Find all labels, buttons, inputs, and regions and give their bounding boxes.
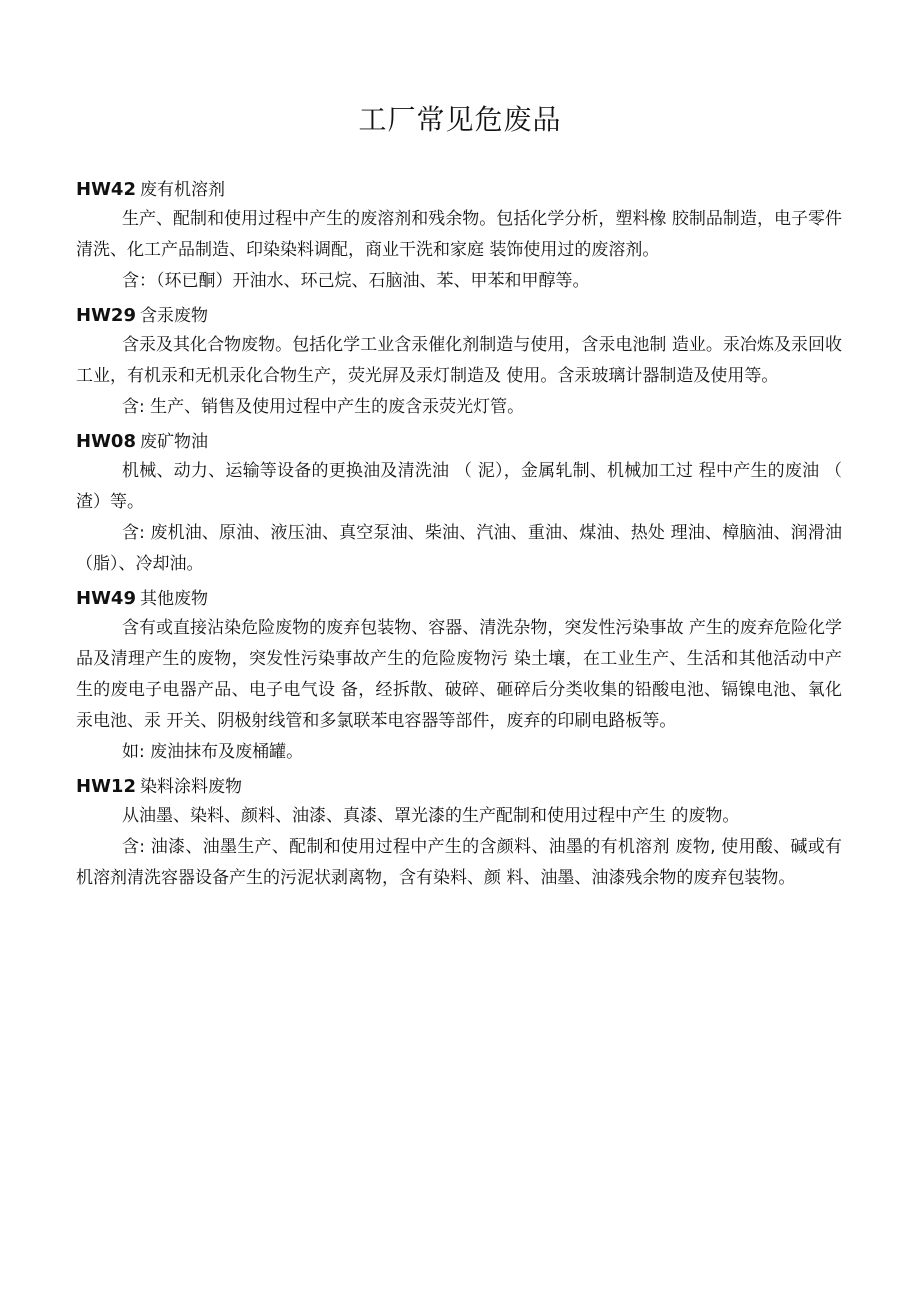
section-description: 生产、配制和使用过程中产生的废溶剂和残余物。包括化学分析，塑料橡 胶制品制造，电子零件清洗、化工产品制造、印染染料调配，商业干洗和家庭 装饰使用过的废溶剂。: [76, 209, 842, 260]
waste-code: HW29: [76, 305, 136, 326]
section-description: 含有或直接沾染危险废物的废弃包装物、容器、清洗杂物，突发性污染事故 产生的废弃危险化学品及清理产生的废物，突发性污染事故产生的危险废物污 染土壤，在工业生产、生活和其他活动中产生的废电子电器产品、电子电气设 备，经拆散、破碎、砸碎后分类收集的铅酸电池、镉镍电池、氧化汞电池、汞 开关、阴极射线管和多氯联苯电容器等部件，废弃的印刷电路板等。: [76, 618, 842, 731]
waste-section-hw12: [76, 773, 842, 894]
waste-name: 废矿物油: [139, 432, 208, 452]
section-description: 从油墨、染料、颜料、油漆、真漆、罩光漆的生产配制和使用过程中产生 的废物。: [122, 806, 740, 826]
waste-code: HW49: [76, 588, 136, 609]
section-heading: [76, 428, 842, 456]
waste-section-hw29: [76, 302, 842, 423]
section-examples: 含：（环已酮）开油水、环己烷、石脑油、苯、甲苯和甲醇等。: [122, 271, 590, 291]
waste-name: 染料涂料废物: [139, 777, 242, 797]
document-title: 工厂常见危废品: [358, 103, 562, 136]
waste-section-hw49: [76, 585, 842, 768]
section-heading: [76, 773, 842, 801]
waste-section-hw42: [76, 176, 842, 297]
section-heading: [76, 302, 842, 330]
section-description: 含汞及其化合物废物。包括化学工业含汞催化剂制造与使用，含汞电池制 造业。汞冶炼及汞回收工业，有机汞和无机汞化合物生产，荧光屏及汞灯制造及 使用。含汞玻璃计器制造及使用等。: [76, 335, 842, 386]
document-body: [76, 176, 842, 899]
waste-code: HW12: [76, 776, 136, 797]
section-heading: [76, 585, 842, 613]
waste-code: HW08: [76, 431, 136, 452]
waste-name: 其他废物: [139, 589, 208, 609]
waste-code: HW42: [76, 179, 136, 200]
waste-section-hw08: [76, 428, 842, 580]
section-examples: 如: 废油抹布及废桶罐。: [122, 742, 304, 762]
section-heading: [76, 176, 842, 204]
waste-name: 废有机溶剂: [139, 180, 225, 200]
section-examples: 含: 生产、销售及使用过程中产生的废含汞荧光灯管。: [122, 397, 525, 417]
waste-name: 含汞废物: [139, 306, 208, 326]
section-description: 机械、动力、运输等设备的更换油及清洗油 （ 泥），金属轧制、机械加工过 程中产生的废油 （ 渣）等。: [76, 461, 842, 512]
section-examples: 含: 废机油、原油、液压油、真空泵油、柴油、汽油、重油、煤油、热处 理油、樟脑油、润滑油 （脂）、冷却油。: [76, 523, 842, 574]
section-examples: 含: 油漆、油墨生产、配制和使用过程中产生的含颜料、油墨的有机溶剂 废物, 使用酸、碱或有机溶剂清洗容器设备产生的污泥状剥离物，含有染料、颜 料、油墨、油漆残余物的废弃包装物。: [76, 837, 842, 888]
